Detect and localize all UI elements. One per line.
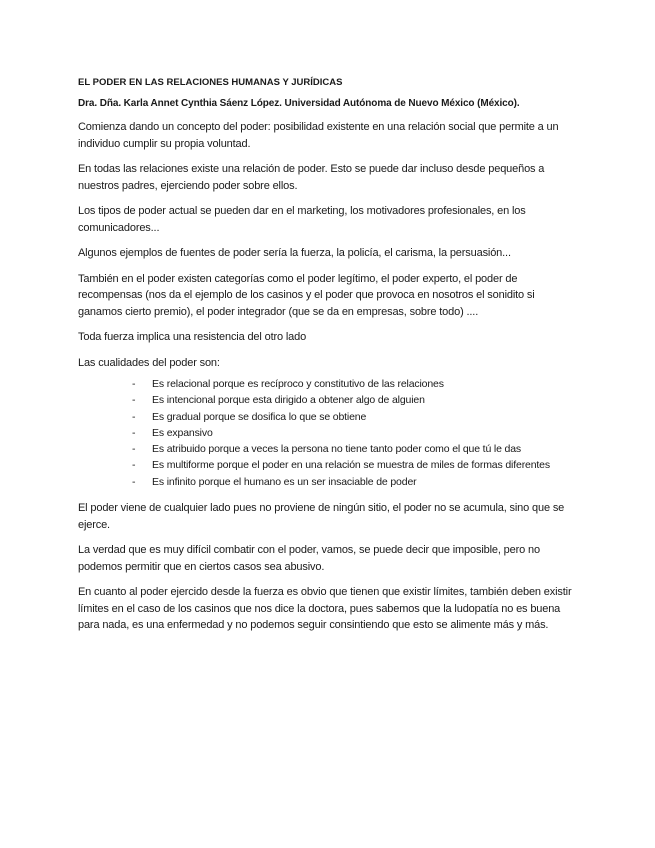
document-title: EL PODER EN LAS RELACIONES HUMANAS Y JURÍDICAS	[78, 77, 343, 88]
list-item-text: Es multiforme porque el poder en una relación se muestra de miles de formas diferentes	[152, 459, 550, 472]
document-body	[78, 76, 578, 643]
qualities-list	[78, 376, 578, 490]
paragraph-concept: Comienza dando un concepto del poder: posibilidad existente en una relación social que permite a un individuo cumplir su propia voluntad.	[78, 121, 559, 150]
bullet-dash: -	[132, 475, 136, 488]
list-item-text: Es infinito porque el humano es un ser insaciable de poder	[152, 475, 417, 488]
list-item-text: Es intencional porque esta dirigido a obtener algo de alguien	[152, 394, 425, 407]
bullet-dash: -	[132, 394, 136, 407]
paragraph-origin: El poder viene de cualquier lado pues no proviene de ningún sitio, el poder no se acumula, sino que se ejerce.	[78, 502, 565, 531]
bullet-dash: -	[132, 410, 136, 423]
list-item	[78, 392, 578, 408]
bullet-dash: -	[132, 378, 136, 390]
paragraph-combat: La verdad que es muy difícil combatir con el poder, vamos, se puede decir que imposible, pero no podemos permitir que en ciertos casos sea abusivo.	[78, 544, 540, 573]
author-line: Dra. Dña. Karla Annet Cynthia Sáenz López. Universidad Autónoma de Nuevo México (México).	[78, 98, 520, 109]
list-item-text: Es relacional porque es recíproco y constitutivo de las relaciones	[152, 378, 444, 390]
list-item	[78, 409, 578, 425]
list-item-text: Es atribuido porque a veces la persona no tiene tanto poder como el que tú le das	[152, 443, 522, 456]
paragraph-resistance: Toda fuerza implica una resistencia del otro lado	[78, 331, 307, 343]
bullet-dash: -	[132, 459, 136, 472]
list-item-text: Es expansivo	[152, 426, 213, 439]
paragraph-sources: Algunos ejemplos de fuentes de poder sería la fuerza, la policía, el carisma, la persuasión...	[78, 247, 511, 259]
paragraph-types: Los tipos de poder actual se pueden dar en el marketing, los motivadores profesionales, en los comunicadores...	[78, 205, 526, 234]
list-item-text: Es gradual porque se dosifica lo que se obtiene	[152, 410, 367, 423]
bullet-dash: -	[132, 426, 136, 439]
paragraph-relations: En todas las relaciones existe una relación de poder. Esto se puede dar incluso desde pequeños a nuestros padres, ejerciendo poder sobre ellos.	[78, 163, 545, 192]
list-item	[78, 474, 578, 490]
paragraph-categories: También en el poder existen categorías como el poder legítimo, el poder experto, el poder de recompensas (nos da el ejemplo de los casinos y el poder que provoca en nosotros el sonidito si ganamos cierto premio), el poder integrador (que se da en empresas, sobre todo) ....	[78, 272, 535, 318]
list-item	[78, 425, 578, 441]
bullet-dash: -	[132, 443, 136, 456]
qualities-intro: Las cualidades del poder son:	[78, 356, 220, 369]
paragraph-limits: En cuanto al poder ejercido desde la fuerza es obvio que tienen que existir límites, también deben existir límites en el caso de los casinos que nos dice la doctora, pues sabemos que la ludopatía no es buena para nada, es una enfermedad y no podemos seguir consintiendo que esto se alimente más y más.	[78, 586, 572, 632]
list-item	[78, 376, 578, 392]
list-item	[78, 457, 578, 473]
list-item	[78, 441, 578, 457]
